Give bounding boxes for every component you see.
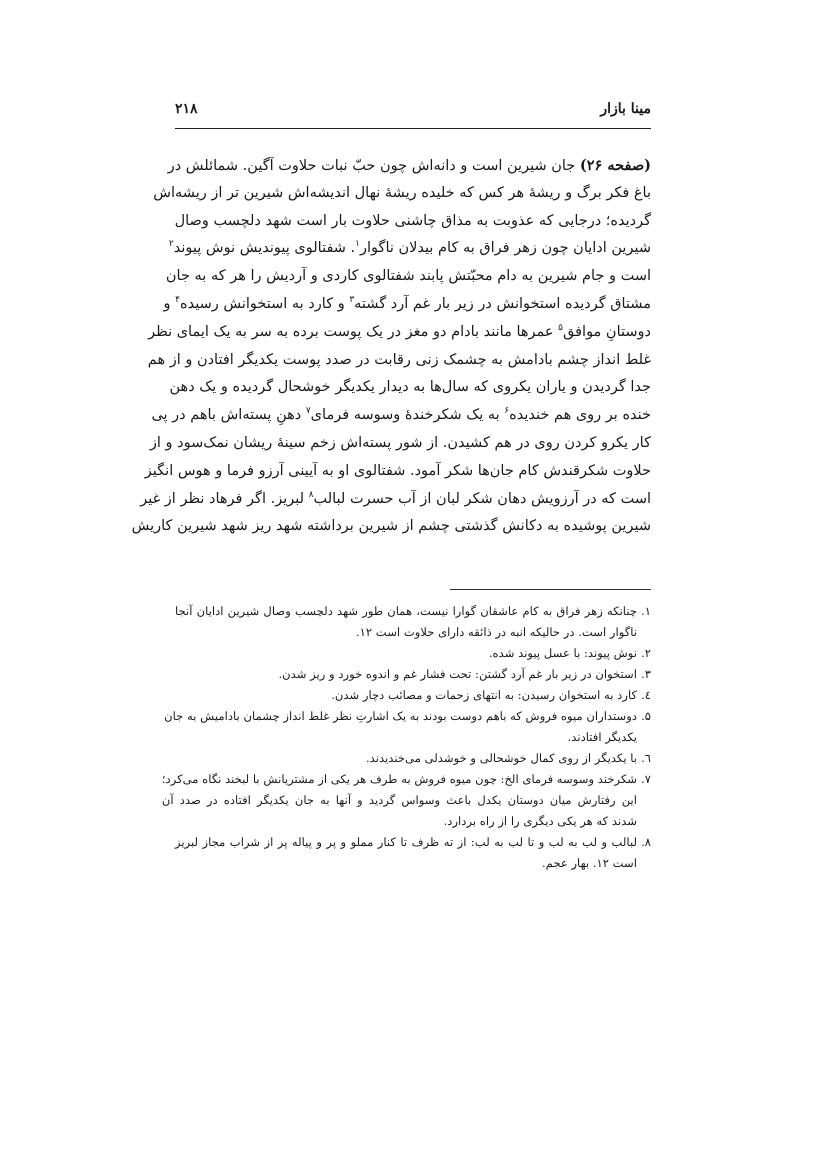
text-line: جدا گردیدن و یاران یکروی که سال‌ها به دیدار یکدیگر خوشحال گردیده و یک دهن <box>169 379 651 396</box>
page-reference: (صفحه ۲۶) <box>579 157 651 174</box>
footnote-text: کارد به استخوان رسیدن: به انتهای زحمات و مصائب دچار شدن. <box>331 688 637 702</box>
footnote-mark: ۶ <box>504 406 510 417</box>
footnote-text: چنانکه زهر فراق به کام عاشقان گوارا نیست، همان طور شهد دلچسب وصال شیرین ادایان آنجا ناگوار است. در حالیکه انبه در ذائقه دارای حلاوت است ۱۲. <box>175 604 637 639</box>
footnote-text: لبالب و لب به لب و تا لب به لب: از ته ظرف تا کنار مملو و پر و پیاله پر از شراب مجاز لبریز است ۱۲. بهار عجم. <box>175 835 637 870</box>
footnote-text: شکرخند وسوسه فرمای الخ: چون میوه فروش به طرف هر یکی از مشتریانش با لبخند نگاه می‌کرد؛ این رفتارش میان دوستان یکدل باعث وسواس گردید و آنها به جان یکدیگر افتاده در صدد آن شدند که هر یکی دیگری را از راه بردارد. <box>161 772 637 828</box>
footnote-mark: ۷ <box>305 406 311 417</box>
footnote-text: استخوان در زیر بار غم آرد گشتن: تحت فشار غم و اندوه خورد و ریز شدن. <box>278 667 637 681</box>
book-title: مینا بازار <box>600 101 651 117</box>
footnote-item <box>175 748 651 769</box>
footnote-text: دوستداران میوه فروش که باهم دوست بودند به یک اشارتِ نظر غلط انداز چشمان بادامیش به جان یکدیگر افتادند. <box>164 709 637 744</box>
footnote-item <box>175 685 651 706</box>
footnote-mark: ۱ <box>355 239 361 250</box>
main-text <box>131 152 651 541</box>
footnote-number: ٤. <box>641 688 651 702</box>
text-line: مشتاق گردیده استخوانش در زیر بار غم آرد گشته$^۳$ و کارد به استخوانش رسیده$^۴$ و <box>163 295 651 312</box>
footnote-text: نوش پیوند: با عسل پیوند شده. <box>488 646 637 660</box>
header-rule <box>175 128 651 129</box>
footnote-number: ۲. <box>641 646 651 660</box>
text-line: خنده بر روی هم خندیده$^۶$ به یک شکرخندهٔ وسوسه فرمای$^۷$ دهنِ پسته‌اش باهم در پی <box>151 406 651 424</box>
text-line: غلط انداز چشم بادامش به چشمک زنی رقابت در صدد پوست یکدیگر افتادن و از هم <box>147 351 651 368</box>
page-number: ۲۱۸ <box>175 101 198 117</box>
footnote-mark: ۳ <box>349 295 355 306</box>
text-line: کار یکرو کردن روی در هم کشیدن. از شور پسته‌اش زخم سینهٔ ریشان نمک‌سود و از <box>149 434 651 451</box>
text-line: است که در آرزویش دهان شکر لبان از آب حسرت لبالب$^۸$ لبریز. اگر فرهاد نظر از غیر <box>140 489 651 507</box>
text-line: (صفحه ۲۶) جان شیرین است و دانه‌اش چون حبّ نبات حلاوت آگین. شمائلش در <box>167 157 651 174</box>
footnotes <box>161 601 651 874</box>
text-line: باغ فکر برگ و ریشهٔ هر کس که خلیده ریشهٔ نهال اندیشه‌اش شیرین تر از ریشه‌اش <box>153 184 651 201</box>
running-header <box>175 101 651 125</box>
text-line: شیرین ادایان چون زهر فراق به کام بیدلان ناگوار$^۱$. شفتالوی پیوندیش نوش پیوند$^۲$ <box>168 239 651 257</box>
footnote-item <box>175 832 651 874</box>
footnote-number: ٦. <box>641 751 651 765</box>
footnote-item <box>164 706 651 748</box>
text-line: حلاوت شکرقندش کام جان‌ها شکر آمود. شفتالوی او به آیینی آرزو فرما و هوس انگیز <box>144 462 651 479</box>
footnote-separator <box>450 589 651 590</box>
footnote-mark: ۸ <box>308 489 314 500</box>
footnote-mark: ۲ <box>168 239 174 250</box>
footnote-number: ۱. <box>641 604 651 618</box>
footnote-number: ۸. <box>641 835 651 849</box>
footnote-number: ۷. <box>641 772 651 786</box>
footnote-mark: ۴ <box>175 295 180 306</box>
text-line: گردیده؛ درجایی که عذوبت به مذاق چاشنی حلاوت بار است شهد دلچسب وصال <box>174 212 651 229</box>
footnote-text: با یکدیگر از روی کمال خوشحالی و خوشدلی می‌خندیدند. <box>365 751 637 765</box>
footnote-item <box>161 769 651 832</box>
footnote-item <box>175 601 651 643</box>
text-line: است و جام شیرین به دام محبّتش پابند شفتالوی کاردی و آردیش را هر که به جان <box>165 268 651 285</box>
footnote-number: ۵. <box>641 709 651 723</box>
text-line: دوستانِ موافق$^۵$ عمرها مانند بادام دو مغز در یک پوست برده به سر به یک ایمای نظر <box>148 322 651 340</box>
footnote-item <box>175 643 651 664</box>
footnote-item <box>175 664 651 685</box>
footnote-number: ۳. <box>641 667 651 681</box>
footnote-mark: ۵ <box>558 322 564 333</box>
text-line: شیرین پوشیده به دکانش گذشتی چشم از شیرین برداشته شهد ریز شهد شیرین کاریش <box>131 518 651 535</box>
